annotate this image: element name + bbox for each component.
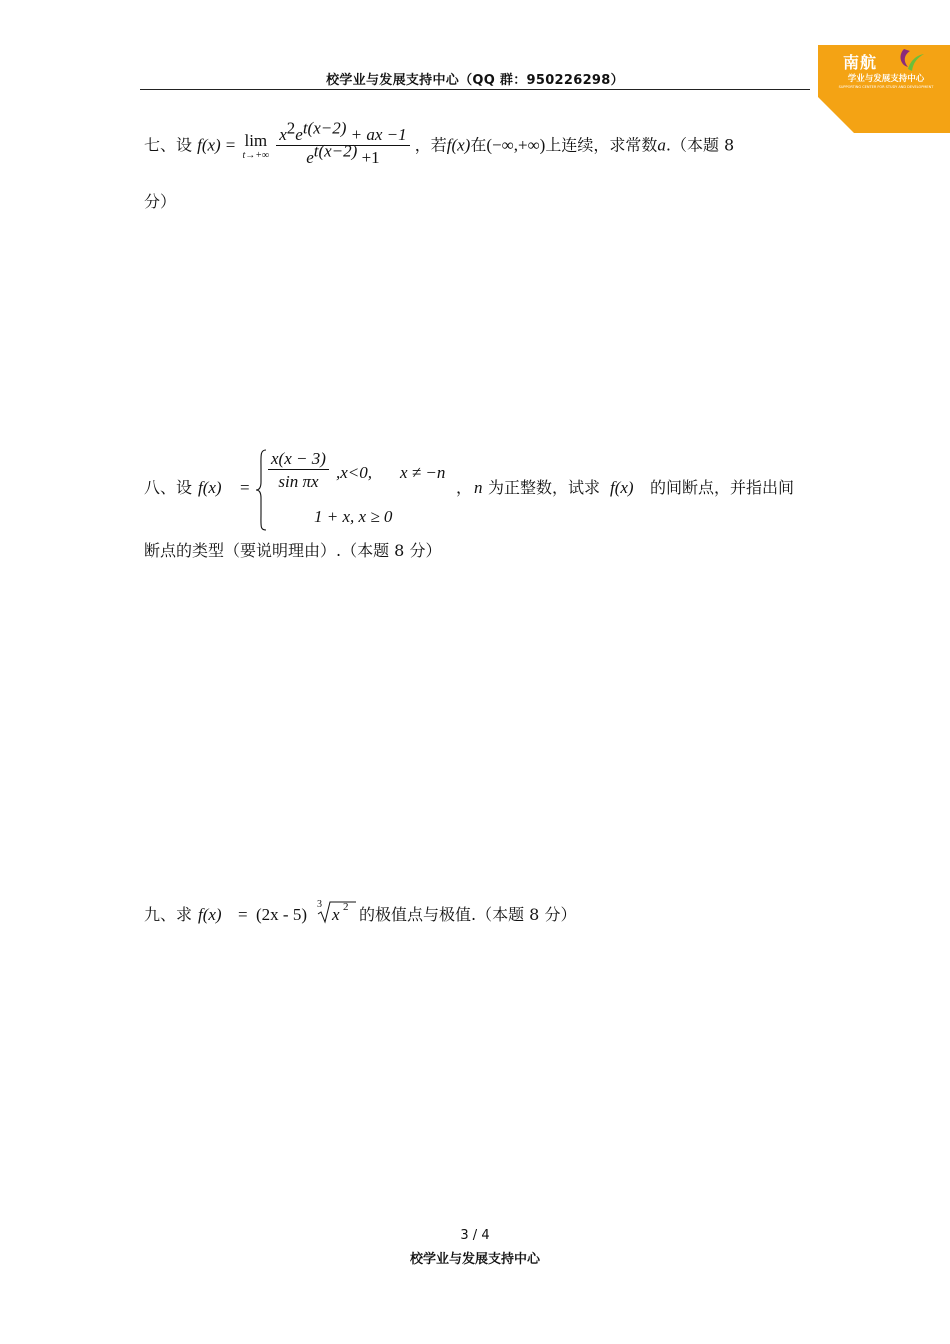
q8-mid: ， (456, 478, 473, 497)
q7-fraction (276, 118, 409, 167)
q8-text2: 的间断点，并指出间 (650, 478, 795, 497)
q8-case1-numerator: x(x − 3) (268, 450, 329, 470)
q7-den-tail: +1 (357, 148, 380, 167)
q7-function: f(x) (197, 135, 221, 155)
q7-num-exp1: 2 (286, 118, 296, 138)
q7-mid3: 上连续，求常数 (545, 135, 658, 155)
q8-case1-condition: ,x<0, (336, 463, 373, 482)
q7-den-e: e (306, 148, 314, 167)
q8-line2: 断点的类型（要说明理由）.（本题 8 分） (144, 541, 442, 560)
q9-prefix: 九、求 (144, 905, 193, 924)
q8-case1-fraction (268, 450, 329, 490)
header-divider (140, 89, 810, 90)
logo-name: 南航 (843, 53, 878, 72)
q7-var-a: a (657, 135, 666, 155)
footer-organization: 校学业与发展支持中心 (409, 1252, 540, 1267)
q8-case2: 1 + x, x ≥ 0 (314, 507, 393, 526)
q8-function: f(x) (198, 478, 222, 497)
q7-line2: 分） (144, 192, 177, 211)
q7-mid1: ，若 (414, 135, 447, 155)
q9-tail: 的极值点与极值.（本题 8 分） (359, 905, 577, 924)
q7-den-exp: t(x−2) (313, 141, 358, 161)
q7-function-2: f(x) (446, 135, 471, 155)
q9-function: f(x) (198, 905, 222, 924)
q9-root-index: 3 (317, 899, 322, 910)
q7-interval: (−∞,+∞) (486, 135, 546, 155)
header-title: 校学业与发展支持中心（QQ 群：950226298） (326, 73, 624, 88)
q9-radicand-base: x (332, 905, 340, 924)
q8-equals: = (240, 478, 250, 497)
q7-limit-subscript: t→+∞ (242, 149, 270, 161)
q8-brace (255, 448, 269, 532)
question-7 (144, 118, 735, 167)
q8-var-n: n (474, 478, 483, 497)
q7-prefix: 七、设 (144, 135, 193, 155)
q7-denominator (276, 141, 409, 167)
q8-function-2: f(x) (610, 478, 634, 497)
q7-equals: = (225, 135, 236, 155)
q7-num-tail: + ax −1 (346, 125, 407, 144)
q8-text1: 为正整数，试求 (488, 478, 601, 497)
q7-num-e: e (295, 125, 303, 144)
q8-prefix: 八、设 (144, 478, 193, 497)
q7-mid2: 在 (470, 135, 487, 155)
logo-tagline: 学业与发展支持中心 (847, 74, 925, 84)
center-logo (818, 45, 950, 133)
q7-tail: .（本题 8 (665, 135, 735, 155)
q8-case1-condition2: x ≠ −n (400, 463, 446, 482)
logo-subline: SUPPORTING CENTER FOR STUDY AND DEVELOPMENT (838, 85, 934, 89)
q7-limit (242, 132, 269, 161)
q9-equals: = (238, 905, 248, 924)
q8-case1-denominator: sin πx (278, 472, 319, 491)
page-number: 3 / 4 (460, 1228, 490, 1243)
q7-num-exp2: t(x−2) (302, 118, 347, 138)
q7-limit-word: lim (244, 130, 268, 150)
q7-num-x: x (279, 125, 287, 144)
q9-factor: (2x - 5) (256, 905, 307, 924)
logo-background (818, 45, 950, 133)
q9-radicand-exponent: 2 (343, 901, 349, 913)
